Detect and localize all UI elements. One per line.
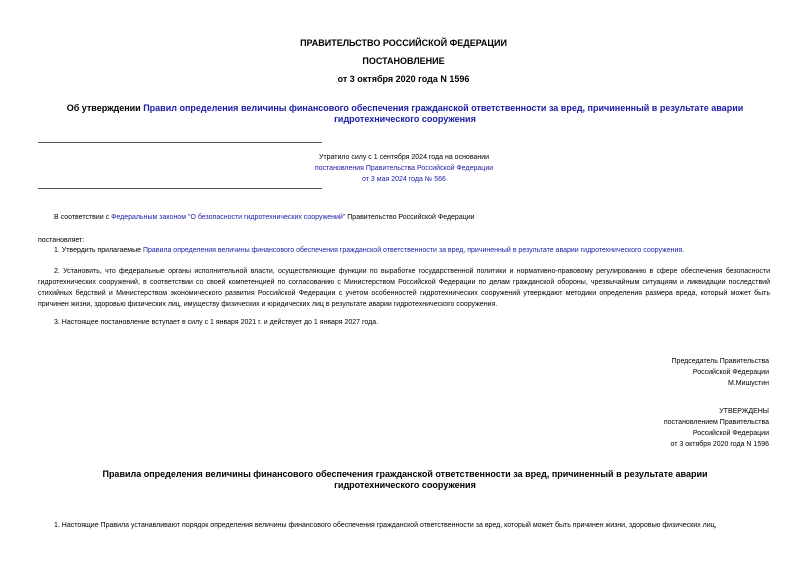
- signature-line2: Российской Федерации: [692, 369, 769, 376]
- preamble-prefix: В соответствии с: [54, 214, 112, 221]
- approved-line2: постановлением Правительства: [663, 419, 769, 426]
- item1-rules-link[interactable]: Правила определения величины финансового обеспечения гражданской ответственности за вред, причиненный в результате аварии гидротехнического сооружения: [142, 247, 683, 254]
- approved-line3: Российской Федерации: [692, 430, 769, 437]
- item1-suffix: .: [682, 247, 685, 254]
- doc-type-heading: ПОСТАНОВЛЕНИЕ: [362, 56, 445, 66]
- preamble-suffix: Правительство Российской Федерации: [345, 214, 475, 221]
- lost-force-note: [38, 152, 770, 185]
- preamble-paragraph: [38, 212, 770, 223]
- item1-paragraph: [38, 245, 770, 256]
- approved-block: [469, 406, 769, 450]
- signature-name: М.Мишустин: [727, 380, 769, 387]
- signature-block: [469, 356, 769, 389]
- bottom-divider: [38, 188, 322, 189]
- government-heading: ПРАВИТЕЛЬСТВО РОССИЙСКОЙ ФЕДЕРАЦИИ: [300, 38, 507, 48]
- rules-item1-paragraph: 1. Настоящие Правила устанавливают порядок определения величины финансового обеспечения гражданской ответственности за вред, который может быть причинен жизни, здоровью физических лиц,: [54, 522, 717, 529]
- rules-title: Правила определения величины финансового обеспечения гражданской ответственности за вред, причиненный в результате аварии гидротехнического сооружения: [102, 469, 708, 490]
- item1-prefix: 1. Утвердить прилагаемые: [54, 247, 143, 254]
- preamble-law-link[interactable]: Федеральным законом "О безопасности гидротехнических сооружений": [111, 214, 346, 221]
- item2-paragraph: 2. Установить, что федеральные органы исполнительной власти, осуществляющие функции по выработке государственной политики и нормативно-правовому регулированию в сфере обеспечения безопасности гидротехнических сооружений, в соответствии со своей компетенцией по согласованию с Министерством Российской Федерации по делам гражданской обороны, чрезвычайным ситуациям и ликвидации последствий стихийных бедствий и Министерством экономического развития Российской Федерации с учетом особенностей гидротехнических сооружений утверждают методики определения размера вреда, который может быть причинен жизни, здоровью физических лиц, имуществу физических и юридических лиц в результате аварии гидротехнического сооружения.: [38, 268, 770, 308]
- lost-force-line1: Утратило силу с 1 сентября 2024 года на основании: [318, 154, 490, 161]
- title-link[interactable]: Правил определения величины финансового обеспечения гражданской ответственности за вред, причиненный в результате аварии гидротехнического сооружения: [143, 103, 744, 124]
- approved-line1: УТВЕРЖДЕНЫ: [719, 408, 769, 415]
- date-number-heading: от 3 октября 2020 года N 1596: [337, 74, 470, 84]
- decides-text: постановляет:: [38, 237, 85, 244]
- lost-force-link-line2[interactable]: постановления Правительства Российской Федерации: [314, 165, 494, 172]
- top-divider: [38, 142, 322, 143]
- item3-paragraph: 3. Настоящее постановление вступает в силу с 1 января 2021 г. и действует до 1 января 2027 года.: [54, 319, 379, 326]
- title-prefix: Об утверждении: [66, 103, 144, 113]
- approved-line4: от 3 октября 2020 года N 1596: [670, 441, 769, 448]
- signature-line1: Председатель Правительства: [671, 358, 769, 365]
- lost-force-link-line3[interactable]: от 3 мая 2024 года № 566: [362, 176, 446, 183]
- document-title: [60, 103, 750, 125]
